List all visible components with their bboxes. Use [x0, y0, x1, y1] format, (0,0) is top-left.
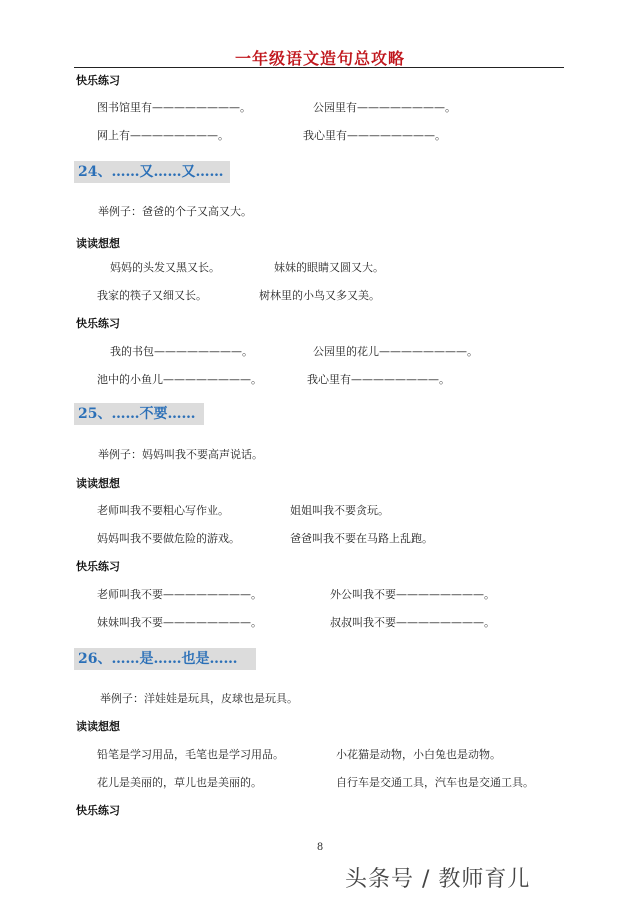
- practice-line: 叔叔叫我不要————————。: [330, 616, 495, 629]
- read-sentence: 树林里的小鸟又多又美。: [259, 289, 380, 302]
- read-label: 读读想想: [76, 720, 120, 733]
- practice-line: 老师叫我不要————————。: [97, 588, 262, 601]
- section-26-heading: 26、……是……也是……: [74, 648, 256, 670]
- practice-label: 快乐练习: [76, 74, 120, 87]
- read-sentence: 花儿是美丽的，草儿也是美丽的。: [97, 776, 262, 789]
- practice-line: 外公叫我不要————————。: [330, 588, 495, 601]
- read-sentence: 妹妹的眼睛又圆又大。: [274, 261, 384, 274]
- practice-line: 公园里有————————。: [313, 101, 456, 114]
- read-sentence: 铅笔是学习用品，毛笔也是学习用品。: [97, 748, 284, 761]
- header-rule: [74, 67, 564, 68]
- practice-line: 池中的小鱼儿————————。: [97, 373, 262, 386]
- watermark: 头条号 / 教师育儿: [345, 867, 531, 892]
- read-sentence: 自行车是交通工具，汽车也是交通工具。: [336, 776, 534, 789]
- read-sentence: 老师叫我不要粗心写作业。: [97, 504, 229, 517]
- example-sentence: 举例子：妈妈叫我不要高声说话。: [98, 448, 263, 461]
- section-24-heading: 24、……又……又……: [74, 161, 230, 183]
- practice-label: 快乐练习: [76, 317, 120, 330]
- practice-line: 我的书包————————。: [110, 345, 253, 358]
- practice-line: 我心里有————————。: [307, 373, 450, 386]
- example-sentence: 举例子：爸爸的个子又高又大。: [98, 205, 252, 218]
- read-sentence: 妈妈的头发又黑又长。: [110, 261, 220, 274]
- read-sentence: 妈妈叫我不要做危险的游戏。: [97, 532, 240, 545]
- page-title: 一年级语文造句总攻略: [234, 49, 405, 68]
- read-sentence: 小花猫是动物，小白兔也是动物。: [336, 748, 501, 761]
- practice-label: 快乐练习: [76, 804, 120, 817]
- read-sentence: 姐姐叫我不要贪玩。: [290, 504, 389, 517]
- practice-line: 妹妹叫我不要————————。: [97, 616, 262, 629]
- example-sentence: 举例子：洋娃娃是玩具，皮球也是玩具。: [100, 692, 298, 705]
- practice-line: 网上有————————。: [97, 129, 229, 142]
- practice-line: 图书馆里有————————。: [97, 101, 251, 114]
- practice-line: 我心里有————————。: [303, 129, 446, 142]
- page-number: 8: [316, 842, 324, 853]
- section-25-heading: 25、……不要……: [74, 403, 204, 425]
- read-label: 读读想想: [76, 237, 120, 250]
- practice-label: 快乐练习: [76, 560, 120, 573]
- read-label: 读读想想: [76, 477, 120, 490]
- practice-line: 公园里的花儿————————。: [313, 345, 478, 358]
- read-sentence: 爸爸叫我不要在马路上乱跑。: [290, 532, 433, 545]
- read-sentence: 我家的筷子又细又长。: [97, 289, 207, 302]
